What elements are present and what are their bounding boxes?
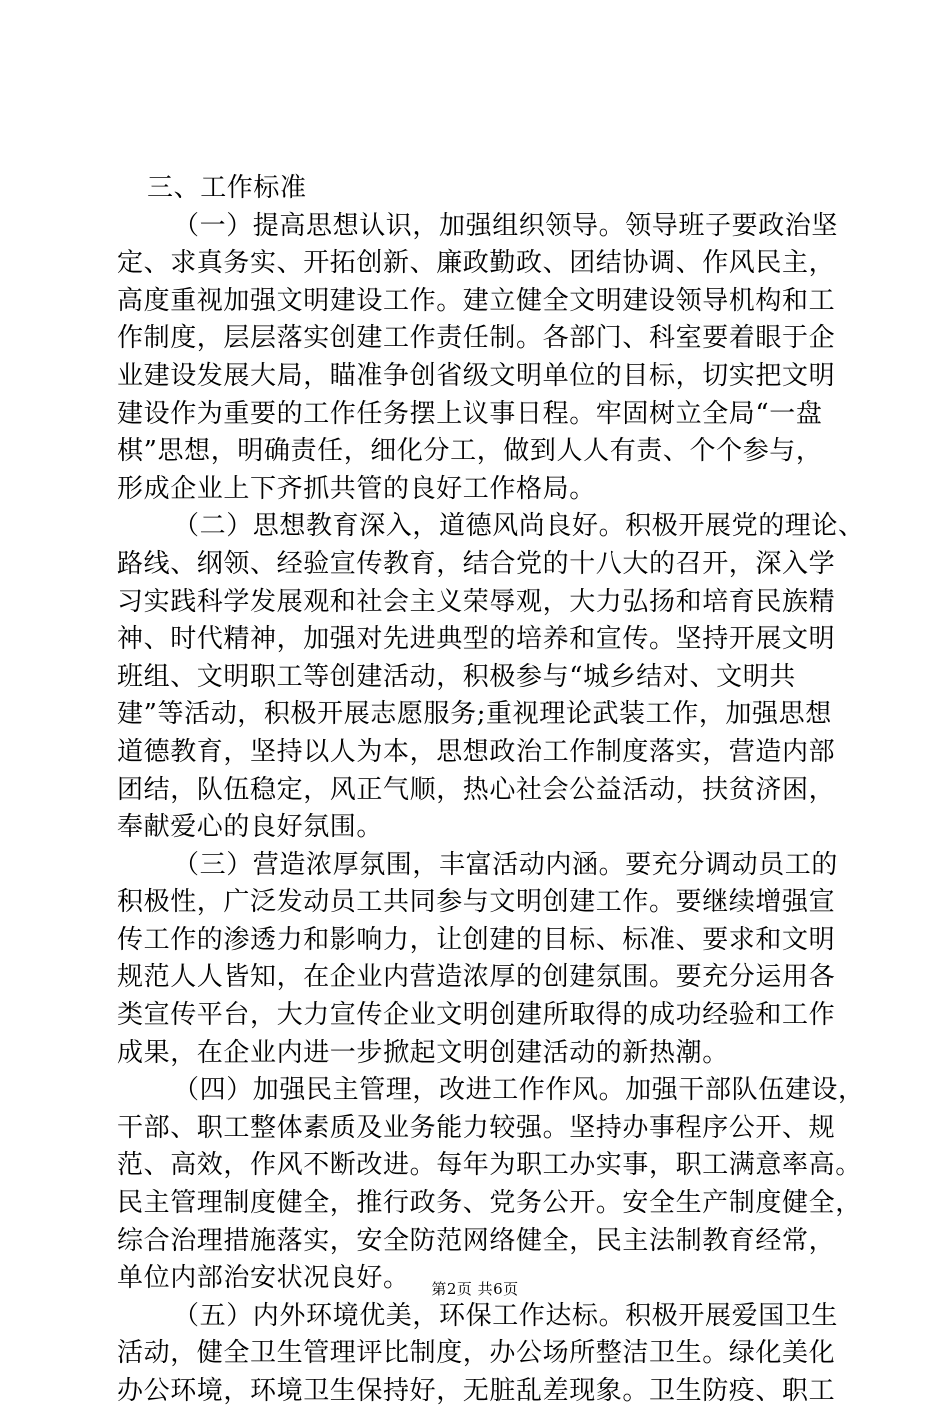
text-line: 范、高效，作风不断改进。每年为职工办实事，职工满意率高。 — [117, 1150, 862, 1181]
text-line: 成果，在企业内进一步掀起文明创建活动的新热潮。 — [117, 1037, 729, 1068]
text-line: 建”等活动，积极开展志愿服务;重视理论武装工作，加强思想 — [117, 699, 832, 730]
text-line: 规范人人皆知，在企业内营造浓厚的创建氛围。要充分运用各 — [117, 962, 836, 993]
text-line: （五）内外环境优美，环保工作达标。积极开展爱国卫生 — [173, 1300, 839, 1331]
text-line: 高度重视加强文明建设工作。建立健全文明建设领导机构和工 — [117, 285, 836, 316]
text-line: 道德教育，坚持以人为本，思想政治工作制度落实，营造内部 — [117, 736, 836, 767]
text-line: （二）思想教育深入，道德风尚良好。积极开展党的理论、 — [173, 511, 865, 542]
text-line: 团结，队伍稳定，风正气顺，热心社会公益活动，扶贫济困， — [117, 774, 836, 805]
text-line: 类宣传平台，大力宣传企业文明创建所取得的成功经验和工作 — [117, 1000, 836, 1031]
text-line: 干部、职工整体素质及业务能力较强。坚持办事程序公开、规 — [117, 1112, 836, 1143]
text-line: （四）加强民主管理，改进工作作风。加强干部队伍建设， — [173, 1075, 865, 1106]
text-line: 活动，健全卫生管理评比制度，办公场所整洁卫生。绿化美化 — [117, 1338, 836, 1369]
text-line: 路线、纲领、经验宣传教育，结合党的十八大的召开，深入学 — [117, 548, 836, 579]
text-line: 单位内部治安状况良好。 — [117, 1263, 410, 1294]
text-line: 定、求真务实、开拓创新、廉政勤政、团结协调、作风民主， — [117, 248, 836, 279]
text-line: 业建设发展大局，瞄准争创省级文明单位的目标，切实把文明 — [117, 360, 836, 391]
page-footer: 第2页 共6页 — [431, 1280, 519, 1298]
text-line: 作制度，层层落实创建工作责任制。各部门、科室要着眼于企 — [117, 323, 836, 354]
text-line: 神、时代精神，加强对先进典型的培养和宣传。坚持开展文明 — [117, 624, 836, 655]
text-line: 形成企业上下齐抓共管的良好工作格局。 — [117, 473, 596, 504]
document-body — [117, 170, 865, 1411]
text-line: 习实践科学发展观和社会主义荣辱观，大力弘扬和培育民族精 — [117, 586, 836, 617]
section-heading: 三、工作标准 — [147, 173, 307, 203]
text-line: 办公环境，环境卫生保持好，无脏乱差现象。卫生防疫、职工 — [117, 1376, 836, 1406]
text-line: 传工作的渗透力和影响力，让创建的目标、标准、要求和文明 — [117, 924, 836, 955]
text-line: （一）提高思想认识，加强组织领导。领导班子要政治坚 — [173, 210, 839, 241]
text-line: 奉献爱心的良好氛围。 — [117, 812, 384, 843]
text-line: 建设作为重要的工作任务摆上议事日程。牢固树立全局“一盘 — [117, 398, 823, 429]
text-line: 棋”思想，明确责任，细化分工，做到人人有责、个个参与， — [117, 436, 823, 467]
text-line: 积极性，广泛发动员工共同参与文明创建工作。要继续增强宣 — [117, 887, 836, 918]
text-line: 民主管理制度健全，推行政务、党务公开。安全生产制度健全， — [117, 1188, 862, 1219]
text-line: 综合治理措施落实，安全防范网络健全，民主法制教育经常， — [117, 1225, 836, 1256]
text-line: 班组、文明职工等创建活动，积极参与“城乡结对、文明共 — [117, 661, 796, 692]
text-line: （三）营造浓厚氛围，丰富活动内涵。要充分调动员工的 — [173, 849, 839, 880]
